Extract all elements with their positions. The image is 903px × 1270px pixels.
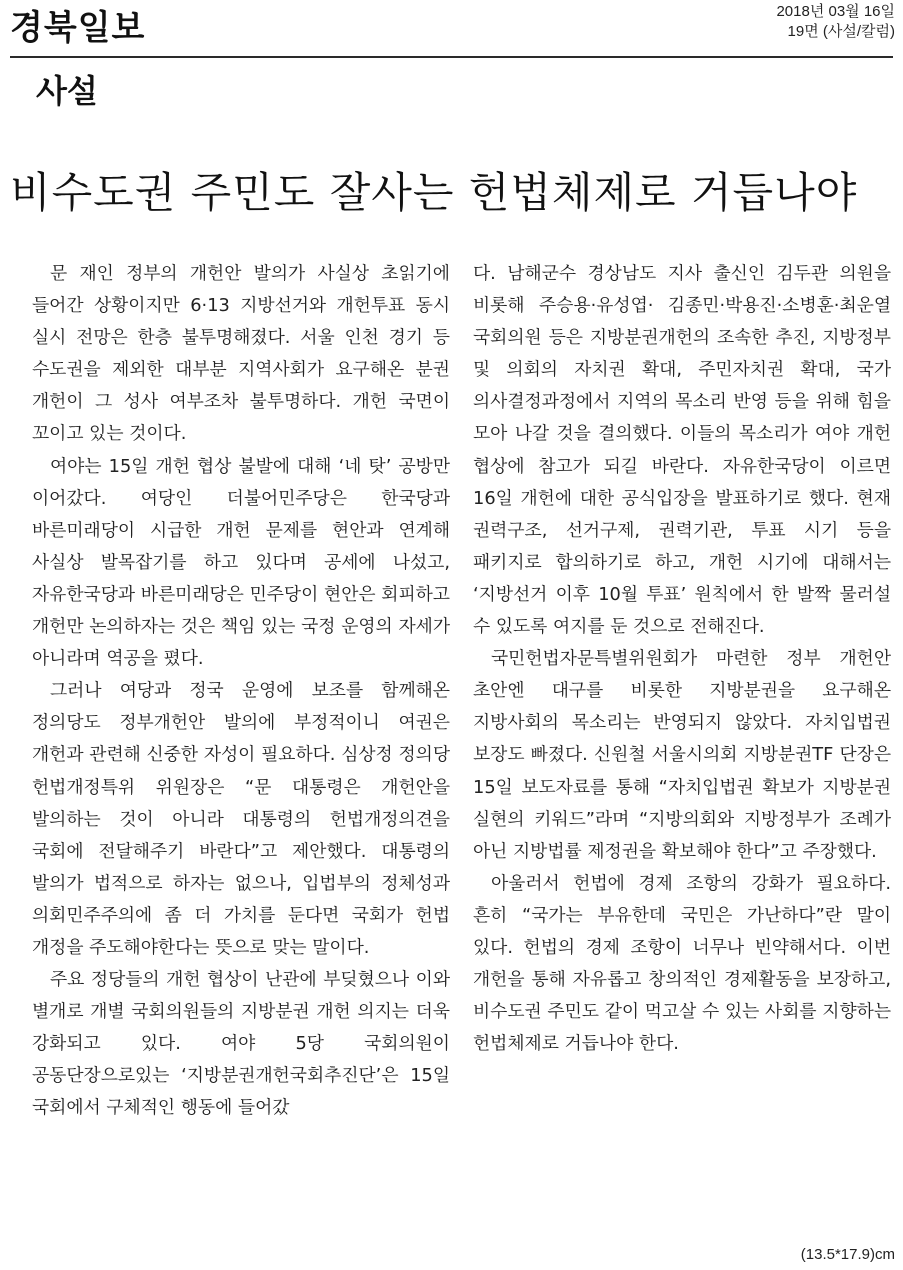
section-label: 사설 xyxy=(36,72,98,110)
paragraph: 아울러서 헌법에 경제 조항의 강화가 필요하다. 흔히 “국가는 부유한데 국민은 가난하다”란 말이 있다. 헌법의 경제 조항이 너무나 빈약해서다. 이번 개헌을 통해 자유롭고 창의적인 경제활동을 보장하고, 비수도권 주민도 같이 먹고살 수 있는 사회를 지향하는 헌법체제로 거듭나야 한다. xyxy=(473,872,891,1055)
paragraph: 여야는 15일 개헌 협상 불발에 대해 ‘네 탓’ 공방만 이어갔다. 여당인 더불어민주당은 한국당과 바른미래당이 시급한 개헌 문제를 현안과 연계해 사실상 발목잡기를 하고 있다며 공세에 나섰고, 자유한국당과 바른미래당은 민주당이 현안은 회피하고 개헌만 논의하자는 것은 책임 있는 국정 운영의 자세가 아니라며 역공을 폈다. xyxy=(32,455,450,670)
article-column-left xyxy=(32,258,450,1125)
paragraph: 국민헌법자문특별위원회가 마련한 정부 개헌안 초안엔 대구를 비롯한 지방분권을 요구해온 지방사회의 목소리는 반영되지 않았다. 자치입법권 보장도 빠졌다. 신원철 서울시의회 지방분권TF 단장은 15일 보도자료를 통해 “자치입법권 확보가 지방분권 실현의 키워드”라며 “지방의회와 지방정부가 조례가 아닌 지방법률 제정권을 확보해야 한다”고 주장했다. xyxy=(473,648,891,862)
paragraph: 문 재인 정부의 개헌안 발의가 사실상 초읽기에 들어간 상황이지만 6·13 지방선거와 개헌투표 동시 실시 전망은 한층 불투명해졌다. 서울 인천 경기 등 수도권을 제외한 대부분 지역사회가 요구해온 분권 개헌이 그 성사 여부조차 불투명하다. 개헌 국면이 꼬이고 있는 것이다. xyxy=(32,263,450,445)
article-column-right xyxy=(473,258,891,1060)
page-info: 19면 (사설/칼럼) xyxy=(787,23,895,40)
newspaper-logo: 경북일보 xyxy=(10,8,146,48)
issue-date: 2018년 03월 16일 xyxy=(776,3,895,20)
paragraph: 주요 정당들의 개헌 협상이 난관에 부딪혔으나 이와 별개로 개별 국회의원들의 지방분권 개헌 의지는 더욱 강화되고 있다. 여야 5당 국회의원이 공동단장으로있는 ‘지방분권개헌국회추진단’은 15일 국회에서 구체적인 행동에 들어갔 xyxy=(32,969,450,1119)
section-divider xyxy=(10,56,893,58)
paragraph: 다. 남해군수 경상남도 지사 출신인 김두관 의원을 비롯해 주승용·유성엽· 김종민·박용진·소병훈·최운열 국회의원 등은 지방분권개헌의 조속한 추진, 지방정부 및 의회의 자치권 확대, 주민자치권 확대, 국가 의사결정과정에서 지역의 목소리 반영 등을 위해 힘을 모아 나갈 것을 결의했다. 이들의 목소리가 여야 개헌 협상에 참고가 되길 바란다. 자유한국당이 이르면 16일 개헌에 대한 공식입장을 발표하기로 했다. 현재 권력구조, 선거구제, 권력기관, 투표 시기 등을 패키지로 합의하기로 하고, 개헌 시기에 대해서는 ‘지방선거 이후 10월 투표’ 원칙에서 한 발짝 물러설 수 있도록 여지를 둔 것으로 전해진다. xyxy=(473,263,891,638)
article-size-note: (13.5*17.9)cm xyxy=(800,1246,895,1263)
article-headline: 비수도권 주민도 잘사는 헌법체제로 거듭나야 xyxy=(10,168,858,217)
issue-meta xyxy=(776,2,895,42)
paragraph: 그러나 여당과 정국 운영에 보조를 함께해온 정의당도 정부개헌안 발의에 부정적이니 여권은 개헌과 관련해 신중한 자성이 필요하다. 심상정 정의당 헌법개정특위 위원장은 “문 대통령은 개헌안을 발의하는 것이 아니라 대통령의 헌법개정의견을 국회에 전달해주기 바란다”고 제안했다. 대통령의 발의가 법적으로 하자는 없으나, 입법부의 정체성과 의회민주주의에 좀 더 가치를 둔다면 국회가 헌법 개정을 주도해야한다는 뜻으로 맞는 말이다. xyxy=(32,680,450,958)
